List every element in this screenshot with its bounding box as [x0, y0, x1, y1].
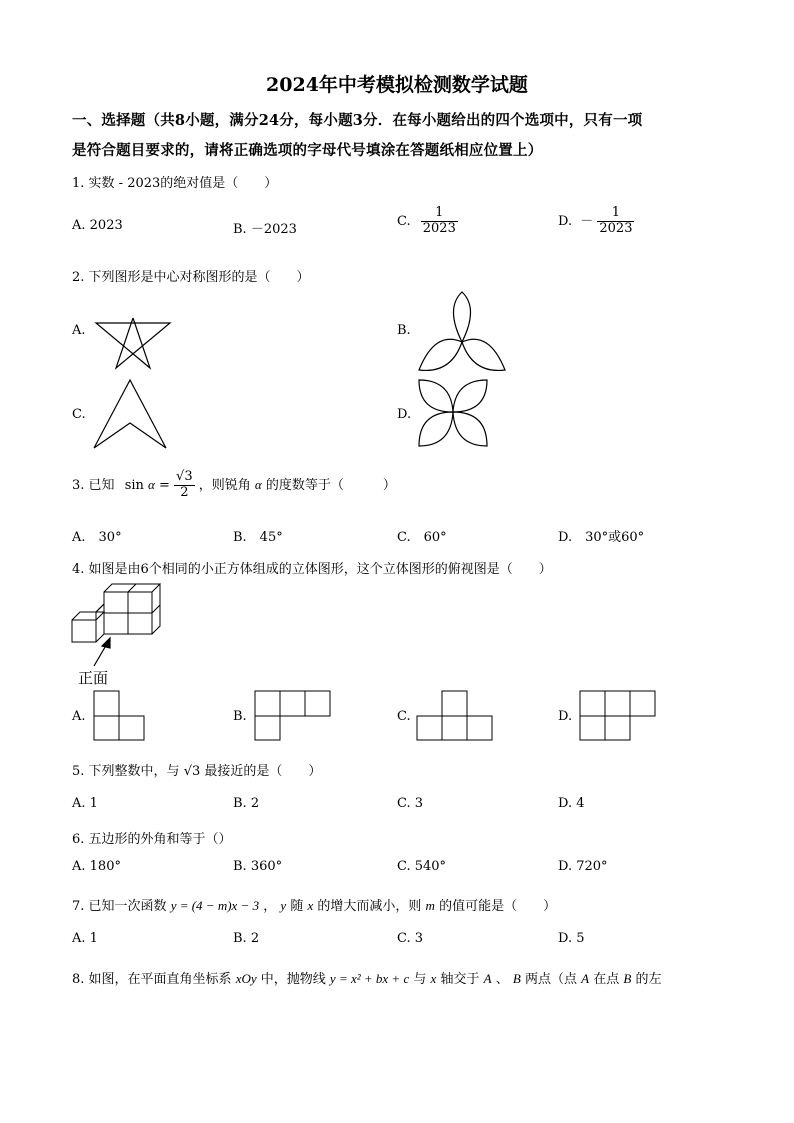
fraction-denominator: 2023 — [599, 220, 633, 236]
q3-option-b: B. 45° — [233, 530, 283, 545]
q8-xoy: xOy — [235, 971, 257, 986]
q7-text-3: 的增大而减小，则 — [317, 899, 422, 914]
q7-var-y: y — [280, 898, 287, 913]
fraction-numerator: √3 — [176, 469, 193, 484]
q7-var-m: m — [425, 898, 435, 913]
q1-option-b: B. －2023 — [233, 222, 297, 237]
q8-text-5: 在点 — [593, 972, 620, 987]
q8-text-2: 与 — [413, 972, 427, 987]
q4-option-d: D. — [558, 709, 573, 724]
q4-option-c: C. — [397, 709, 411, 724]
q1-option-d-fraction — [597, 206, 634, 237]
q8-point-b-2: B — [623, 971, 632, 986]
q1-option-c — [397, 206, 458, 237]
fraction-numerator: 1 — [421, 206, 458, 222]
front-view-label: 正面 — [78, 669, 109, 687]
four-petal-figure — [415, 376, 491, 448]
q8-point-a-2: A — [581, 971, 590, 986]
q1-option-a: A. 2023 — [72, 218, 123, 233]
q8-stem-suffix: 的左 — [635, 972, 662, 987]
q8-point-a: A — [483, 971, 492, 986]
q8-text-4: 两点（点 — [524, 972, 577, 987]
q4-top-view-c — [416, 690, 496, 742]
q3-equals: = — [159, 477, 170, 493]
question-4-stem: 4. 如图是由6个相同的小正方体组成的立体图形，这个立体图形的俯视图是（ ） — [72, 562, 552, 577]
q8-var-x: x — [430, 971, 437, 986]
q1-option-d-label: D. — [558, 213, 573, 229]
q7-option-a: A. 1 — [72, 931, 98, 946]
q3-option-c: C. 60° — [397, 530, 447, 545]
q3-alpha-2: α — [254, 476, 262, 492]
page-title: 2024年中考模拟检测数学试题 — [266, 74, 528, 96]
q4-option-b: B. — [233, 709, 247, 724]
q4-option-a: A. — [72, 709, 86, 724]
fraction-numerator: 1 — [597, 206, 634, 222]
q7-formula: y = (4 − m)x − 3 — [170, 898, 260, 913]
q4-top-view-a — [93, 690, 147, 742]
q2-option-b: B. — [397, 323, 411, 338]
five-pointed-star-figure — [92, 316, 174, 370]
q8-stem-prefix: 8. 如图，在平面直角坐标系 — [72, 972, 232, 987]
q1-option-c-label: C. — [397, 213, 411, 229]
q6-option-a: A. 180° — [72, 859, 121, 874]
q8-formula: y = x² + bx + c — [329, 971, 410, 986]
q6-option-c: C. 540° — [397, 859, 447, 874]
q6-option-d: D. 720° — [558, 859, 608, 874]
three-petal-figure — [415, 290, 509, 374]
q7-text-1: ， — [263, 899, 277, 914]
section-header-line1: 一、选择题（共8小题，满分24分，每小题3分．在每小题给出的四个选项中，只有一项 — [72, 112, 643, 129]
question-8-stem — [72, 968, 661, 987]
cube-stack-figure — [70, 580, 165, 665]
q5-stem-suffix: 最接近的是（ ） — [204, 764, 322, 779]
q5-root: √3 — [183, 764, 201, 779]
question-6-stem: 6. 五边形的外角和等于（） — [72, 832, 232, 847]
q3-stem-prefix: 3. 已知 — [72, 477, 115, 493]
q3-sin: sin — [124, 477, 144, 493]
question-3-stem — [72, 470, 396, 501]
q8-text-1: 中，抛物线 — [260, 972, 326, 987]
q7-option-c: C. 3 — [397, 931, 424, 946]
question-5-stem — [72, 760, 321, 779]
q2-option-d: D. — [397, 407, 412, 422]
q4-top-view-d — [579, 690, 659, 742]
q7-var-x: x — [307, 898, 314, 913]
question-1-stem: 1. 实数 - 2023的绝对值是（ ） — [72, 176, 278, 191]
q5-option-d: D. 4 — [558, 796, 585, 811]
fraction-denominator: 2 — [180, 484, 189, 500]
q8-text-3: 轴交于 — [440, 972, 480, 987]
q1-option-c-fraction — [421, 206, 458, 237]
arrowhead-figure — [92, 378, 168, 450]
q8-sep: 、 — [495, 972, 509, 987]
question-2-stem: 2. 下列图形是中心对称图形的是（ ） — [72, 270, 310, 285]
q3-alpha: α — [148, 476, 155, 492]
q3-stem-end: 的度数等于（ ） — [265, 477, 396, 493]
q7-stem-suffix: 的值可能是（ ） — [439, 899, 557, 914]
q3-fraction — [174, 470, 195, 501]
q7-option-b: B. 2 — [233, 931, 260, 946]
fraction-denominator: 2023 — [422, 220, 456, 236]
q7-option-d: D. 5 — [558, 931, 585, 946]
q4-top-view-b — [254, 690, 334, 742]
q3-option-a: A. 30° — [72, 530, 122, 545]
q7-text-2: 随 — [290, 899, 304, 914]
section-header-line2: 是符合题目要求的，请将正确选项的字母代号填涂在答题纸相应位置上） — [72, 142, 543, 159]
q5-option-c: C. 3 — [397, 796, 424, 811]
q7-stem-prefix: 7. 已知一次函数 — [72, 899, 167, 914]
q5-option-b: B. 2 — [233, 796, 260, 811]
q1-option-d-sign: － — [580, 213, 594, 229]
q1-option-d — [558, 206, 634, 237]
q6-option-b: B. 360° — [233, 859, 283, 874]
q5-stem-prefix: 5. 下列整数中，与 — [72, 764, 180, 779]
q2-option-c: C. — [72, 407, 86, 422]
q3-option-d: D. 30°或60° — [558, 530, 645, 545]
q2-option-a: A. — [72, 323, 86, 338]
q8-point-b: B — [512, 971, 521, 986]
question-7-stem — [72, 895, 556, 914]
q5-option-a: A. 1 — [72, 796, 98, 811]
q3-stem-middle: ，则锐角 — [198, 477, 251, 493]
